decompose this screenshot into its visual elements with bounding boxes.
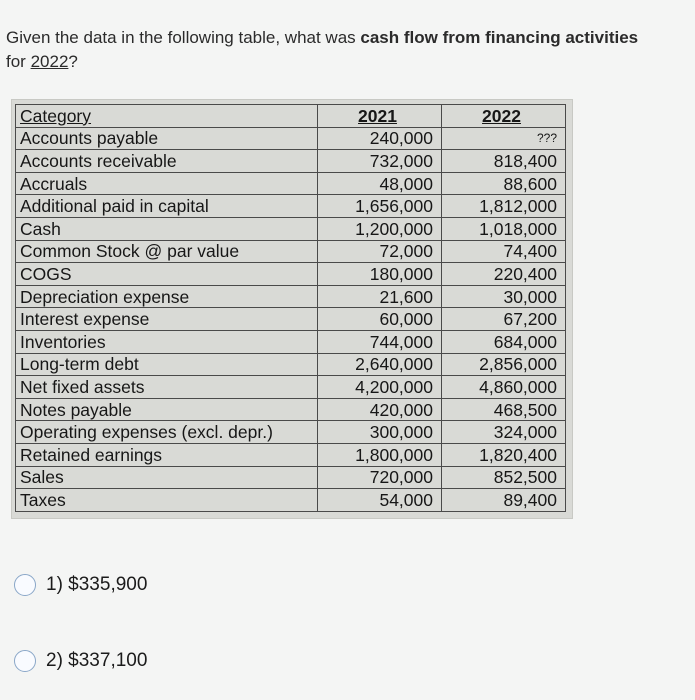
row-value-2021: 72,000 — [318, 240, 442, 263]
row-value-2022: 74,400 — [442, 240, 566, 263]
row-value-2022: 324,000 — [442, 421, 566, 444]
row-value-2022: 684,000 — [442, 330, 566, 353]
table-row — [16, 489, 566, 512]
table-header-row — [16, 105, 566, 128]
row-category: COGS — [16, 263, 318, 286]
row-value-2021: 21,600 — [318, 285, 442, 308]
row-category: Sales — [16, 466, 318, 489]
row-category: Depreciation expense — [16, 285, 318, 308]
question-prefix: Given the data in the following table, what was — [6, 28, 356, 47]
table-row — [16, 443, 566, 466]
row-value-2021: 48,000 — [318, 172, 442, 195]
row-category: Notes payable — [16, 398, 318, 421]
row-value-2021: 4,200,000 — [318, 376, 442, 399]
table-row — [16, 330, 566, 353]
row-category: Common Stock @ par value — [16, 240, 318, 263]
row-value-2022: 4,860,000 — [442, 376, 566, 399]
row-value-2021: 2,640,000 — [318, 353, 442, 376]
row-value-2021: 180,000 — [318, 263, 442, 286]
data-table-image — [12, 100, 572, 518]
header-2021: 2021 — [318, 105, 442, 128]
row-category: Operating expenses (excl. depr.) — [16, 421, 318, 444]
row-category: Retained earnings — [16, 443, 318, 466]
data-table — [15, 104, 566, 512]
table-row — [16, 217, 566, 240]
row-value-2021: 54,000 — [318, 489, 442, 512]
header-category: Category — [16, 105, 318, 128]
answer-option-label: 1) $335,900 — [46, 574, 148, 595]
row-category: Accruals — [16, 172, 318, 195]
radio-button-icon[interactable] — [14, 574, 36, 596]
row-category: Inventories — [16, 330, 318, 353]
question-text — [6, 26, 690, 74]
row-value-2021: 60,000 — [318, 308, 442, 331]
row-category: Interest expense — [16, 308, 318, 331]
table-row — [16, 285, 566, 308]
question-year: 2022 — [30, 52, 69, 71]
row-category: Additional paid in capital — [16, 195, 318, 218]
row-value-2021: 240,000 — [318, 127, 442, 150]
row-value-2022: 220,400 — [442, 263, 566, 286]
row-value-2022: 1,812,000 — [442, 195, 566, 218]
row-value-2022: 818,400 — [442, 150, 566, 173]
table-row — [16, 398, 566, 421]
row-value-2022: 852,500 — [442, 466, 566, 489]
answer-option-2[interactable] — [14, 650, 147, 672]
row-value-2022: 2,856,000 — [442, 353, 566, 376]
table-row — [16, 240, 566, 263]
row-value-2022: 468,500 — [442, 398, 566, 421]
table-row — [16, 376, 566, 399]
row-value-2021: 1,656,000 — [318, 195, 442, 218]
row-category: Accounts receivable — [16, 150, 318, 173]
row-value-2022: ??? — [442, 127, 566, 150]
row-value-2022: 67,200 — [442, 308, 566, 331]
table-row — [16, 421, 566, 444]
row-category: Net fixed assets — [16, 376, 318, 399]
row-value-2021: 1,800,000 — [318, 443, 442, 466]
table-row — [16, 466, 566, 489]
row-category: Accounts payable — [16, 127, 318, 150]
table-row — [16, 308, 566, 331]
row-value-2021: 720,000 — [318, 466, 442, 489]
table-row — [16, 195, 566, 218]
row-value-2022: 1,018,000 — [442, 217, 566, 240]
row-value-2022: 88,600 — [442, 172, 566, 195]
row-category: Long-term debt — [16, 353, 318, 376]
header-2022: 2022 — [442, 105, 566, 128]
row-value-2022: 89,400 — [442, 489, 566, 512]
row-value-2021: 1,200,000 — [318, 217, 442, 240]
row-value-2021: 744,000 — [318, 330, 442, 353]
table-row — [16, 263, 566, 286]
table-row — [16, 127, 566, 150]
row-value-2021: 300,000 — [318, 421, 442, 444]
row-value-2021: 420,000 — [318, 398, 442, 421]
row-category: Taxes — [16, 489, 318, 512]
row-value-2022: 30,000 — [442, 285, 566, 308]
table-row — [16, 353, 566, 376]
row-category: Cash — [16, 217, 318, 240]
radio-button-icon[interactable] — [14, 650, 36, 672]
answer-option-label: 2) $337,100 — [46, 650, 148, 671]
table-row — [16, 172, 566, 195]
row-value-2021: 732,000 — [318, 150, 442, 173]
answer-option-1[interactable] — [14, 574, 147, 596]
question-emphasis: cash flow from financing activities — [360, 28, 639, 47]
row-value-2022: 1,820,400 — [442, 443, 566, 466]
question-suffix: ? — [68, 52, 78, 71]
table-row — [16, 150, 566, 173]
question-for: for — [6, 52, 26, 71]
